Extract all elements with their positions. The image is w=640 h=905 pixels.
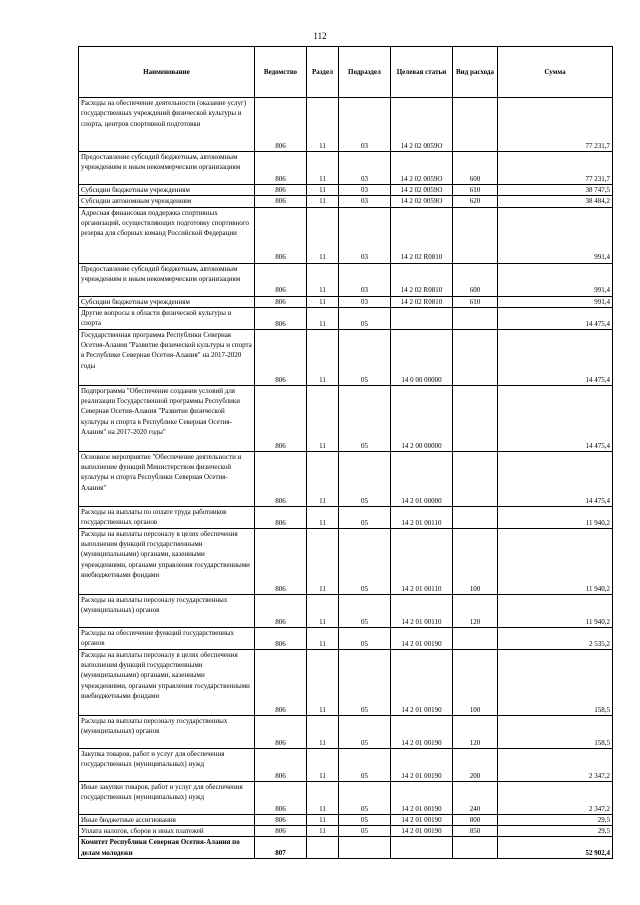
- table-row: [79, 594, 613, 627]
- cell-target: 14 2 01 00190: [391, 781, 453, 814]
- cell-dept: 806: [255, 781, 307, 814]
- header-section: Раздел: [307, 47, 339, 98]
- cell-subsection: 05: [339, 307, 391, 329]
- table-row: [79, 307, 613, 329]
- cell-subsection: 05: [339, 329, 391, 385]
- cell-name: Иные бюджетные ассигнования: [79, 814, 255, 825]
- cell-type: 610: [453, 185, 498, 196]
- cell-name: Предоставление субсидий бюджетным, автономным учреждениям и иным некоммерческим организациям: [79, 263, 255, 296]
- table-row: [79, 837, 613, 859]
- cell-section: 11: [307, 781, 339, 814]
- cell-name: Государственная программа Республики Северная Осетия-Алания "Развитие физической культуры и спорта в Республике Северная Осетия-Алания" на 2017-2020 годы: [79, 329, 255, 385]
- cell-target: 14 2 01 00190: [391, 627, 453, 649]
- cell-type: [453, 506, 498, 528]
- cell-name: Расходы на выплаты по оплате труда работников государственных органов: [79, 506, 255, 528]
- header-dept: Ведомство: [255, 47, 307, 98]
- cell-subsection: 03: [339, 207, 391, 263]
- cell-section: 11: [307, 207, 339, 263]
- cell-name: Подпрограмма "Обеспечение создания условий для реализации Государственной программы Республики Северная Осетия-Алания "Развитие физической культуры и спорта в Республике Северная Осетия-Алания" на 2017-2020 годы": [79, 385, 255, 451]
- cell-type: [453, 307, 498, 329]
- table-row: [79, 781, 613, 814]
- table-row: [79, 506, 613, 528]
- cell-name: Основное мероприятие "Обеспечение деятельности и выполнение функций Министерством физической культуры и спорта Республики Северная Осетия-Алания": [79, 451, 255, 506]
- cell-section: 11: [307, 826, 339, 837]
- table-row: [79, 451, 613, 506]
- cell-dept: 806: [255, 207, 307, 263]
- cell-section: 11: [307, 748, 339, 781]
- cell-target: 14 2 01 00190: [391, 748, 453, 781]
- cell-name: Адресная финансовая поддержка спортивных организаций, осуществляющих подготовку спортивного резерва для сборных команд Российской Федерации: [79, 207, 255, 263]
- cell-subsection: 03: [339, 152, 391, 185]
- budget-table: [78, 46, 613, 859]
- cell-sum: 2 347,2: [498, 748, 613, 781]
- table-row: [79, 385, 613, 451]
- table-row: [79, 715, 613, 748]
- cell-name: Уплата налогов, сборов и иных платежей: [79, 826, 255, 837]
- cell-target: 14 2 02 R0810: [391, 207, 453, 263]
- cell-section: 11: [307, 263, 339, 296]
- cell-section: 11: [307, 185, 339, 196]
- cell-sum: 991,4: [498, 296, 613, 307]
- cell-target: 14 2 01 00110: [391, 594, 453, 627]
- cell-name: Расходы на обеспечение функций государственных органов: [79, 627, 255, 649]
- table-row: [79, 296, 613, 307]
- cell-subsection: 05: [339, 748, 391, 781]
- cell-sum: 29,5: [498, 826, 613, 837]
- cell-subsection: 03: [339, 296, 391, 307]
- cell-sum: 11 940,2: [498, 528, 613, 594]
- table-row: [79, 263, 613, 296]
- cell-target: 14 2 01 00190: [391, 649, 453, 715]
- cell-type: 100: [453, 528, 498, 594]
- cell-sum: 14 475,4: [498, 307, 613, 329]
- cell-sum: 77 231,7: [498, 98, 613, 152]
- cell-target: 14 2 01 00190: [391, 715, 453, 748]
- cell-sum: 29,5: [498, 814, 613, 825]
- table-row: [79, 152, 613, 185]
- cell-sum: 2 535,2: [498, 627, 613, 649]
- cell-type: 600: [453, 263, 498, 296]
- cell-subsection: 05: [339, 649, 391, 715]
- header-name: Наименование: [79, 47, 255, 98]
- table-row: [79, 185, 613, 196]
- cell-subsection: 03: [339, 185, 391, 196]
- cell-section: 11: [307, 594, 339, 627]
- cell-name: Комитет Республики Северная Осетия-Алания по делам молодежи: [79, 837, 255, 859]
- cell-name: Закупка товаров, работ и услуг для обеспечения государственных (муниципальных) нужд: [79, 748, 255, 781]
- cell-section: 11: [307, 196, 339, 207]
- cell-subsection: 05: [339, 451, 391, 506]
- cell-dept: 806: [255, 98, 307, 152]
- cell-target: 14 2 02 0059О: [391, 152, 453, 185]
- cell-dept: 806: [255, 748, 307, 781]
- cell-target: [391, 307, 453, 329]
- cell-section: [307, 837, 339, 859]
- cell-dept: 806: [255, 506, 307, 528]
- cell-type: [453, 627, 498, 649]
- cell-sum: 77 231,7: [498, 152, 613, 185]
- cell-subsection: 05: [339, 781, 391, 814]
- cell-sum: 14 475,4: [498, 329, 613, 385]
- table-row: [79, 826, 613, 837]
- cell-section: 11: [307, 715, 339, 748]
- cell-subsection: 05: [339, 385, 391, 451]
- cell-name: Другие вопросы в области физической культуры и спорта: [79, 307, 255, 329]
- page-number: 112: [313, 31, 327, 41]
- cell-dept: 806: [255, 263, 307, 296]
- cell-section: 11: [307, 451, 339, 506]
- cell-dept: 806: [255, 152, 307, 185]
- cell-name: Субсидии автономным учреждениям: [79, 196, 255, 207]
- table-row: [79, 98, 613, 152]
- cell-sum: 14 475,4: [498, 451, 613, 506]
- cell-type: 850: [453, 826, 498, 837]
- cell-sum: 38 747,5: [498, 185, 613, 196]
- cell-name: Расходы на выплаты персоналу государственных (муниципальных) органов: [79, 715, 255, 748]
- cell-dept: 807: [255, 837, 307, 859]
- cell-name: Субсидии бюджетным учреждениям: [79, 296, 255, 307]
- cell-subsection: 05: [339, 826, 391, 837]
- cell-target: 14 2 00 00000: [391, 385, 453, 451]
- cell-name: Расходы на выплаты персоналу в целях обеспечения выполнения функций государственными (муниципальными) органами, казенными учреждениями, органами управления государственными внебюджетными фондами: [79, 649, 255, 715]
- cell-target: 14 2 01 00110: [391, 528, 453, 594]
- table-header-row: [79, 47, 613, 98]
- cell-section: 11: [307, 98, 339, 152]
- cell-name: Иные закупки товаров, работ и услуг для обеспечения государственных (муниципальных) нужд: [79, 781, 255, 814]
- table-body: [79, 98, 613, 859]
- header-type: Вид расхода: [453, 47, 498, 98]
- cell-target: 14 0 00 00000: [391, 329, 453, 385]
- cell-subsection: 05: [339, 506, 391, 528]
- cell-section: 11: [307, 307, 339, 329]
- table-row: [79, 649, 613, 715]
- cell-type: 620: [453, 196, 498, 207]
- cell-type: [453, 837, 498, 859]
- cell-type: 100: [453, 649, 498, 715]
- cell-type: 120: [453, 715, 498, 748]
- cell-sum: 991,4: [498, 207, 613, 263]
- cell-target: 14 2 02 R0810: [391, 296, 453, 307]
- cell-target: 14 2 02 0059О: [391, 185, 453, 196]
- cell-name: Расходы на выплаты персоналу государственных (муниципальных) органов: [79, 594, 255, 627]
- cell-name: Расходы на выплаты персоналу в целях обеспечения выполнения функций государственными (муниципальными) органами, казенными учреждениями, органами управления государственными внебюджетными фондами: [79, 528, 255, 594]
- cell-dept: 806: [255, 715, 307, 748]
- cell-section: 11: [307, 152, 339, 185]
- cell-type: [453, 98, 498, 152]
- cell-type: [453, 207, 498, 263]
- cell-target: 14 2 02 R0810: [391, 263, 453, 296]
- table-row: [79, 207, 613, 263]
- cell-type: 800: [453, 814, 498, 825]
- cell-name: Предоставление субсидий бюджетным, автономным учреждениям и иным некоммерческим организациям: [79, 152, 255, 185]
- cell-subsection: [339, 837, 391, 859]
- cell-section: 11: [307, 814, 339, 825]
- cell-dept: 806: [255, 594, 307, 627]
- cell-subsection: 03: [339, 263, 391, 296]
- cell-dept: 806: [255, 329, 307, 385]
- table-row: [79, 627, 613, 649]
- cell-type: 200: [453, 748, 498, 781]
- cell-sum: 158,5: [498, 715, 613, 748]
- cell-subsection: 05: [339, 528, 391, 594]
- cell-dept: 806: [255, 307, 307, 329]
- cell-subsection: 05: [339, 594, 391, 627]
- cell-sum: 11 940,2: [498, 506, 613, 528]
- cell-sum: 158,5: [498, 649, 613, 715]
- cell-target: [391, 837, 453, 859]
- cell-sum: 14 475,4: [498, 385, 613, 451]
- cell-sum: 991,4: [498, 263, 613, 296]
- table-row: [79, 196, 613, 207]
- cell-type: 120: [453, 594, 498, 627]
- cell-type: 610: [453, 296, 498, 307]
- cell-dept: 806: [255, 649, 307, 715]
- cell-target: 14 2 02 0059О: [391, 196, 453, 207]
- table-row: [79, 528, 613, 594]
- cell-subsection: 05: [339, 814, 391, 825]
- cell-sum: 11 940,2: [498, 594, 613, 627]
- header-target: Целевая статьи: [391, 47, 453, 98]
- cell-name: Расходы на обеспечение деятельности (оказание услуг) государственных учреждений физической культуры и спорта, центров спортивной подготовки: [79, 98, 255, 152]
- cell-type: 600: [453, 152, 498, 185]
- cell-target: 14 2 02 0059О: [391, 98, 453, 152]
- cell-target: 14 2 01 00190: [391, 814, 453, 825]
- cell-type: [453, 329, 498, 385]
- cell-dept: 806: [255, 296, 307, 307]
- cell-dept: 806: [255, 196, 307, 207]
- cell-dept: 806: [255, 627, 307, 649]
- cell-name: Субсидии бюджетным учреждениям: [79, 185, 255, 196]
- cell-target: 14 2 01 00110: [391, 506, 453, 528]
- cell-section: 11: [307, 506, 339, 528]
- cell-type: 240: [453, 781, 498, 814]
- cell-target: 14 2 01 00190: [391, 826, 453, 837]
- cell-dept: 806: [255, 451, 307, 506]
- cell-type: [453, 451, 498, 506]
- cell-section: 11: [307, 627, 339, 649]
- cell-sum: 2 347,2: [498, 781, 613, 814]
- table-row: [79, 329, 613, 385]
- cell-dept: 806: [255, 814, 307, 825]
- cell-subsection: 03: [339, 196, 391, 207]
- cell-target: 14 2 01 00000: [391, 451, 453, 506]
- table-row: [79, 748, 613, 781]
- header-sum: Сумма: [498, 47, 613, 98]
- cell-subsection: 03: [339, 98, 391, 152]
- cell-sum: 52 902,4: [498, 837, 613, 859]
- cell-section: 11: [307, 385, 339, 451]
- cell-type: [453, 385, 498, 451]
- cell-subsection: 05: [339, 715, 391, 748]
- cell-section: 11: [307, 649, 339, 715]
- cell-section: 11: [307, 296, 339, 307]
- cell-sum: 38 484,2: [498, 196, 613, 207]
- cell-dept: 806: [255, 528, 307, 594]
- cell-dept: 806: [255, 385, 307, 451]
- cell-section: 11: [307, 329, 339, 385]
- cell-section: 11: [307, 528, 339, 594]
- table-row: [79, 814, 613, 825]
- header-subsection: Подраздел: [339, 47, 391, 98]
- cell-dept: 806: [255, 826, 307, 837]
- cell-dept: 806: [255, 185, 307, 196]
- cell-subsection: 05: [339, 627, 391, 649]
